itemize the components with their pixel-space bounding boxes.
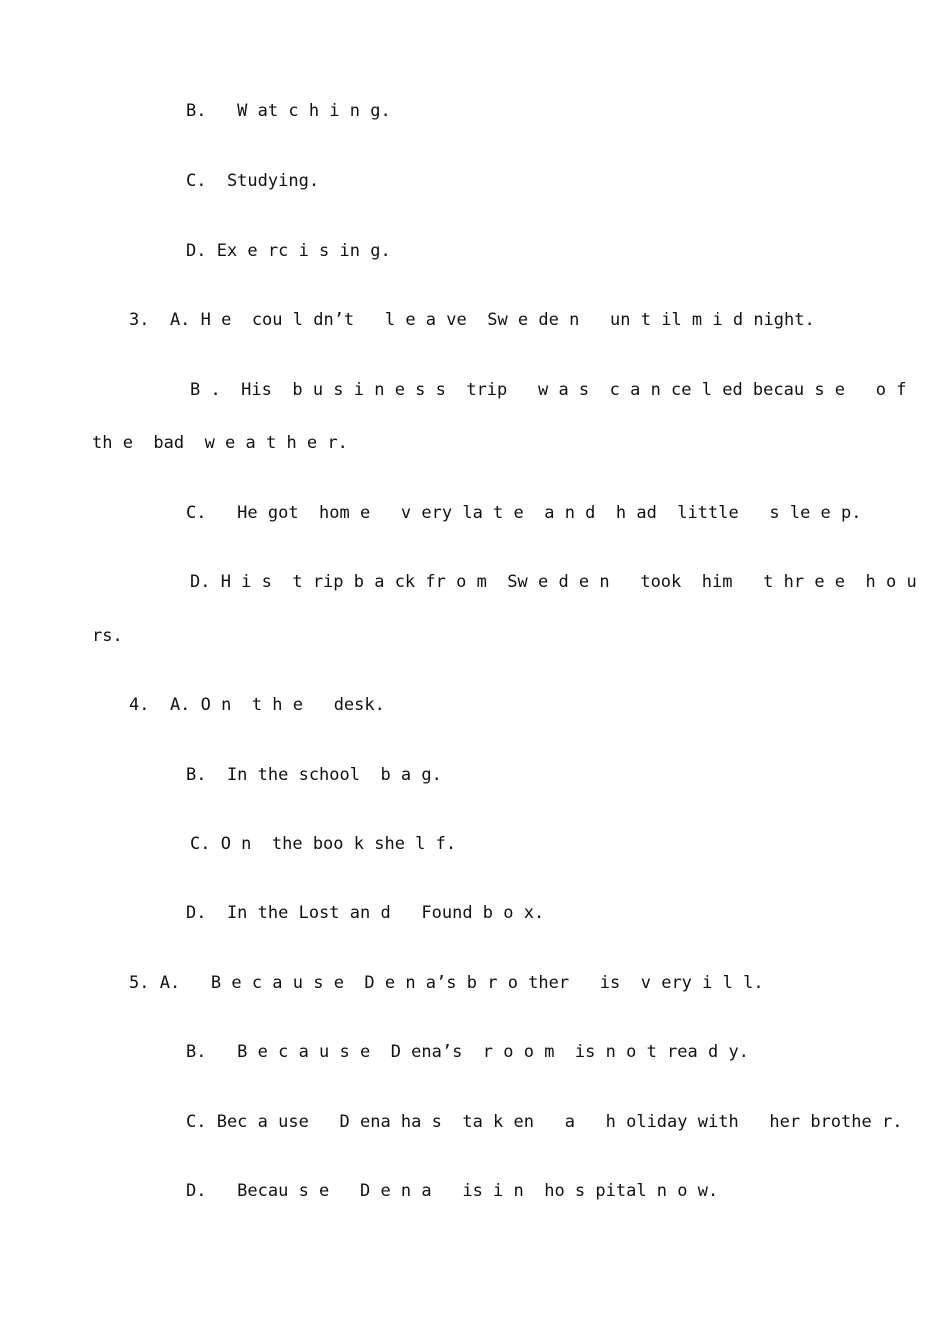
q5-option-a: 5. A. B e c a u s e D e n a’s b r o ther is v ery i l l. (129, 973, 764, 993)
q3-option-b: B . His b u s i n e s s trip w a s c a n ce l ed becau s e o f (190, 380, 907, 400)
q3-option-a: 3. A. H e cou l dn’t l e a ve Sw e de n un t il m i d night. (129, 310, 815, 330)
q2-option-d: D. Ex e rc i s in g. (186, 241, 391, 261)
q3-option-d: D. H i s t rip b a ck fr o m Sw e d e n took him t hr e e h o u (190, 572, 917, 592)
q4-option-c: C. O n the boo k she l f. (190, 834, 457, 854)
q2-option-c: C. Studying. (186, 171, 320, 191)
q5-option-d: D. Becau s e D e n a is i n ho s pital n o w. (186, 1181, 719, 1201)
q3-option-d-continued: rs. (92, 626, 123, 646)
q2-option-b: B. W at c h i n g. (186, 101, 391, 121)
q5-option-c: C. Bec a use D ena ha s ta k en a h oliday with her brothe r. (186, 1112, 903, 1132)
q4-option-d: D. In the Lost an d Found b o x. (186, 903, 545, 923)
q5-option-b: B. B e c a u s e D ena’s r o o m is n o t rea d y. (186, 1042, 749, 1062)
q3-option-c: C. He got hom e v ery la t e a n d h ad little s le e p. (186, 503, 862, 523)
q3-option-b-continued: th e bad w e a t h e r. (92, 433, 348, 453)
q4-option-b: B. In the school b a g. (186, 765, 442, 785)
q4-option-a: 4. A. O n t h e desk. (129, 695, 385, 715)
